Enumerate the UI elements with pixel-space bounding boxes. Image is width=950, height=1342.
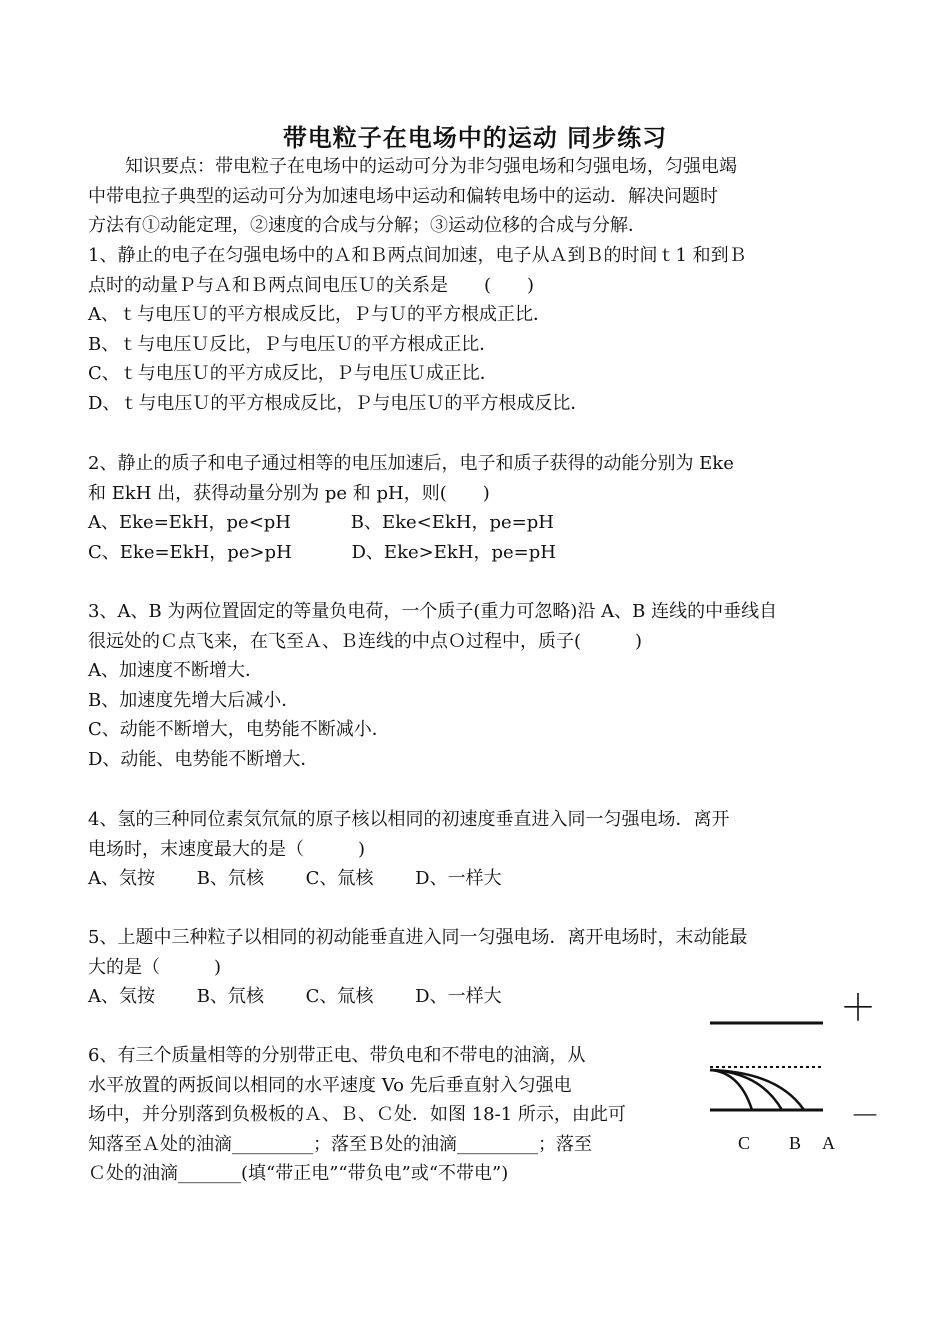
q5-options: A、気按 B、氘核 C、氚核 D、一样大 bbox=[88, 986, 502, 1008]
question-1 bbox=[88, 241, 868, 419]
q3-option-b: B、加速度先增大后减小． bbox=[88, 689, 300, 711]
question-3 bbox=[88, 597, 868, 775]
q5-stem-line: 大的是（ ) bbox=[88, 956, 222, 978]
q3-option-d: D、动能、电势能不断增大． bbox=[88, 748, 319, 770]
q6-line: 场中，并分别落到负极板的Ａ、Ｂ、Ｃ处．如图 18-1 所示，由此可 bbox=[88, 1104, 626, 1126]
trajectory-a bbox=[710, 1070, 804, 1110]
figure-18-1 bbox=[700, 990, 900, 1160]
q2-options-row2: C、Eke=EkH，pe>pH D、Eke>EkH，pe=pH bbox=[88, 541, 556, 563]
plus-sign: ＋ bbox=[840, 988, 877, 1028]
trajectory-c bbox=[710, 1070, 752, 1110]
q4-stem-line: 4、氢的三种同位素気氘氚的原子核以相同的初速度垂直进入同一匀强电场．离开 bbox=[88, 809, 730, 830]
q1-option-d: D、ｔ与电压Ｕ的平方根成反比，Ｐ与电压Ｕ的平方根成反比． bbox=[88, 392, 589, 414]
q1-stem-line: 1、静止的电子在匀强电场中的Ａ和Ｂ两点间加速，电子从Ａ到Ｂ的时间ｔ1 和到Ｂ bbox=[88, 245, 747, 266]
q2-stem-line: 和 EkH 出，获得动量分别为 pe 和 pH，则( ) bbox=[88, 482, 490, 504]
question-4 bbox=[88, 805, 868, 894]
label-c: C bbox=[738, 1133, 751, 1153]
q6-line: 知落至Ａ处的油滴_________；落至Ｂ处的油滴_________；落至 bbox=[88, 1133, 592, 1155]
q3-option-a: A、加速度不断增大． bbox=[88, 660, 263, 682]
q6-line: 6、有三个质量相等的分别带正电、带负电和不带电的油滴，从 bbox=[88, 1045, 586, 1066]
intro-line: 知识要点：带电粒子在电场中的运动可分为非匀强电场和匀强电场，匀强电竭 bbox=[125, 156, 737, 177]
q4-options: A、気按 B、氘核 C、氚核 D、一样大 bbox=[88, 868, 502, 890]
question-2 bbox=[88, 449, 868, 567]
q3-stem-line: 很远处的Ｃ点飞来，在飞至Ａ、Ｂ连线的中点Ｏ过程中，质子( ) bbox=[88, 630, 643, 652]
page-title: 带电粒子在电场中的运动 同步练习 bbox=[282, 124, 668, 152]
q6-line: Ｃ处的油滴_______(填“带正电”“带负电”或“不带电”) bbox=[88, 1163, 509, 1185]
q2-stem-line: 2、静止的质子和电子通过相等的电压加速后，电子和质子获得的动能分别为 Eke bbox=[88, 453, 734, 474]
q5-stem-line: 5、上题中三种粒子以相同的初动能垂直进入同一匀强电场．离开电场时，末动能最 bbox=[88, 927, 748, 948]
label-a: A bbox=[822, 1133, 835, 1153]
minus-sign: － bbox=[850, 1100, 880, 1133]
q1-stem-line: 点时的动量Ｐ与Ａ和Ｂ两点间电压Ｕ的关系是 ( ) bbox=[88, 274, 535, 296]
label-b: B bbox=[789, 1133, 802, 1153]
q1-option-a: A、ｔ与电压Ｕ的平方根成反比，Ｐ与Ｕ的平方根成正比． bbox=[88, 304, 551, 326]
q1-option-b: B、ｔ与电压Ｕ反比，Ｐ与电压Ｕ的平方根成正比． bbox=[88, 333, 498, 355]
intro-paragraph bbox=[88, 152, 868, 241]
intro-line: 中带电拉子典型的运动可分为加速电场中运动和偏转电场中的运动．解决问题时 bbox=[88, 185, 718, 207]
q4-stem-line: 电场时，末速度最大的是（ ) bbox=[88, 838, 366, 860]
q3-stem-line: 3、A、B 为两位置固定的等量负电荷，一个质子(重力可忽略)沿 A、B 连线的中垂线自 bbox=[88, 601, 778, 622]
q1-option-c: C、ｔ与电压Ｕ的平方成反比，Ｐ与电压Ｕ成正比． bbox=[88, 363, 498, 385]
trajectory-b bbox=[710, 1070, 782, 1110]
q2-options-row1: A、Eke=EkH，pe<pH B、Eke<EkH，pe=pH bbox=[88, 512, 554, 534]
q6-line: 水平放置的两扳间以相同的水平速度 Vo 先后垂直射入匀强电 bbox=[88, 1074, 572, 1096]
question-6 bbox=[88, 1041, 698, 1189]
intro-line: 方法有①动能定理，②速度的合成与分解；③运动位移的合成与分解． bbox=[88, 215, 646, 237]
q3-option-c: C、动能不断增大，电势能不断减小． bbox=[88, 719, 390, 741]
